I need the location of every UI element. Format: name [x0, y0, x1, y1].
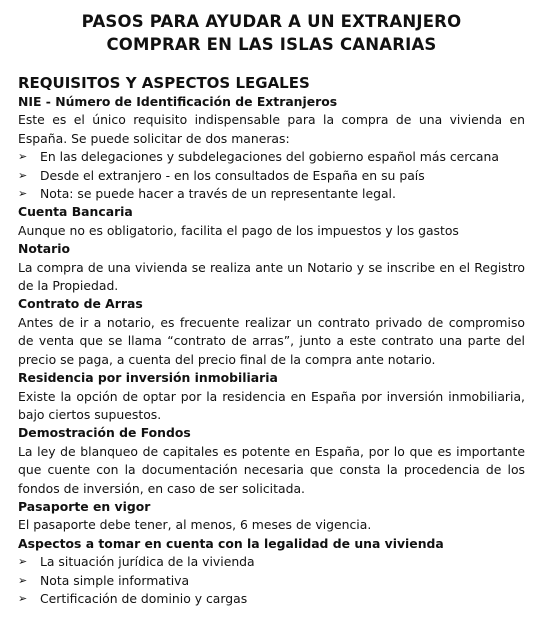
pasaporte-text: El pasaporte debe tener, al menos, 6 meses de vigencia.	[18, 517, 372, 533]
arrow-bullet-icon: ➢	[18, 573, 28, 587]
document-title	[18, 10, 525, 56]
arras-heading: Contrato de Arras	[18, 296, 143, 312]
list-item: ➢ Nota simple informativa	[18, 572, 525, 590]
residencia-text: Existe la opción de optar por la residencia en España por inversión inmobiliaria, bajo ciertos supuestos.	[18, 388, 525, 422]
cuenta-text: Aunque no es obligatorio, facilita el pago de los impuestos y los gastos	[18, 222, 459, 238]
list-item: ➢ Nota: se puede hacer a través de un representante legal.	[18, 185, 525, 203]
pasaporte-heading: Pasaporte en vigor	[18, 498, 151, 514]
fondos-text: La ley de blanqueo de capitales es potente en España, por lo que es importante que cuente con la documentación necesaria que consta la procedencia de los fondos de inversión, en caso de ser solicitada.	[18, 443, 525, 496]
arrow-bullet-icon: ➢	[18, 187, 28, 201]
section-title: REQUISITOS Y ASPECTOS LEGALES	[18, 74, 310, 92]
legalidad-bullet-list	[18, 553, 525, 608]
list-item: ➢ La situación jurídica de la vivienda	[18, 553, 525, 571]
residencia-heading: Residencia por inversión inmobiliaria	[18, 370, 278, 386]
notario-heading: Notario	[18, 241, 71, 257]
arrow-bullet-icon: ➢	[18, 591, 28, 605]
list-item: ➢ Desde el extranjero - en los consultados de España en su país	[18, 167, 525, 185]
cuenta-heading: Cuenta Bancaria	[18, 204, 133, 220]
nie-text: Este es el único requisito indispensable para la compra de una vivienda en España. Se puede solicitar de dos maneras:	[18, 112, 525, 146]
nie-heading: NIE - Número de Identificación de Extranjeros	[18, 94, 338, 109]
title-line-2: COMPRAR EN LAS ISLAS CANARIAS	[106, 35, 437, 54]
list-item: ➢ En las delegaciones y subdelegaciones del gobierno español más cercana	[18, 148, 525, 166]
title-line-1: PASOS PARA AYUDAR A UN EXTRANJERO	[81, 12, 462, 31]
list-item: ➢ Certificación de dominio y cargas	[18, 590, 525, 608]
arrow-bullet-icon: ➢	[18, 555, 28, 569]
arrow-bullet-icon: ➢	[18, 168, 28, 182]
arrow-bullet-icon: ➢	[18, 150, 28, 164]
legalidad-heading: Aspectos a tomar en cuenta con la legalidad de una vivienda	[18, 535, 444, 551]
fondos-heading: Demostración de Fondos	[18, 425, 191, 441]
notario-text: La compra de una vivienda se realiza ante un Notario y se inscribe en el Registro de la Propiedad.	[18, 259, 525, 294]
nie-bullet-list	[18, 148, 525, 203]
arras-text: Antes de ir a notario, es frecuente realizar un contrato privado de compromiso de venta que se llama “contrato de arras”, junto a este contrato una parte del precio se paga, a cuenta del precio final de la compra ante notario.	[18, 314, 525, 367]
